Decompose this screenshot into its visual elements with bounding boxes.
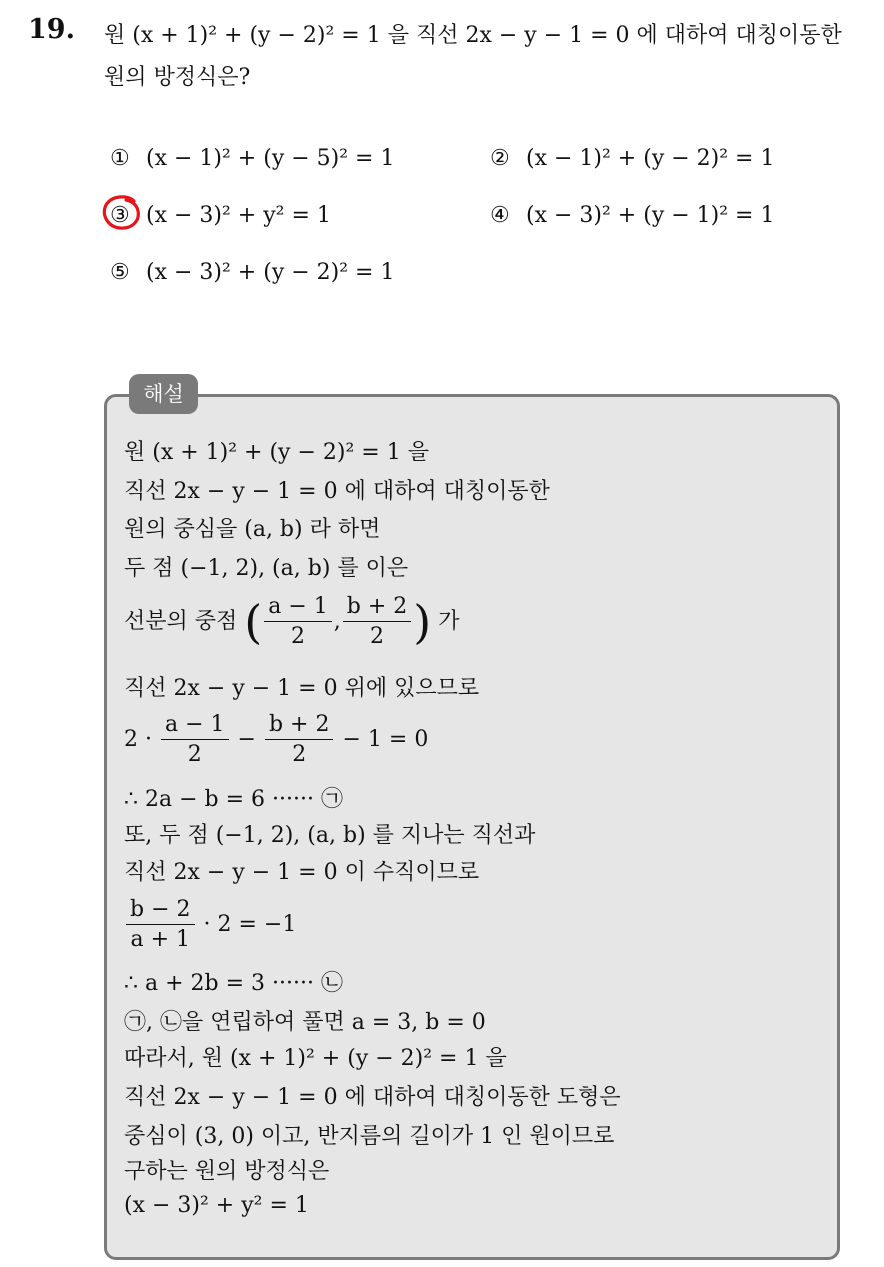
question-number: 19. bbox=[28, 14, 75, 45]
option-number: ④ bbox=[490, 203, 510, 228]
fraction-numerator: a − 1 bbox=[161, 712, 229, 740]
option-expression: (x − 3)² + (y − 1)² = 1 bbox=[526, 203, 775, 228]
solution-text: 가 bbox=[438, 608, 460, 634]
solution-line: 직선 2x − y − 1 = 0 이 수직이므로 bbox=[124, 860, 480, 885]
solution-slope-line bbox=[124, 897, 296, 953]
fraction-denominator: 2 bbox=[290, 624, 305, 650]
solution-line: 직선 2x − y − 1 = 0 위에 있으므로 bbox=[124, 676, 480, 701]
solution-text: − bbox=[237, 726, 256, 752]
solution-midpoint-line bbox=[124, 594, 459, 650]
solution-line: ∴ a + 2b = 3 ······ ㉡ bbox=[124, 971, 343, 996]
solution-line: 두 점 (−1, 2), (a, b) 를 이은 bbox=[124, 556, 409, 581]
option-number: ⑤ bbox=[110, 260, 130, 285]
option-expression: (x − 3)² + (y − 2)² = 1 bbox=[146, 260, 395, 285]
fraction bbox=[264, 594, 332, 650]
solution-line: 직선 2x − y − 1 = 0 에 대하여 대칭이동한 bbox=[124, 479, 550, 504]
solution-equation-line bbox=[124, 712, 428, 768]
fraction-denominator: 2 bbox=[187, 742, 202, 768]
option-2[interactable] bbox=[490, 146, 774, 171]
solution-line: 직선 2x − y − 1 = 0 에 대하여 대칭이동한 도형은 bbox=[124, 1085, 621, 1110]
solution-line: 중심이 (3, 0) 이고, 반지름의 길이가 1 인 원이므로 bbox=[124, 1124, 615, 1149]
solution-line: 원 (x + 1)² + (y − 2)² = 1 을 bbox=[124, 440, 429, 465]
solution-text: 2 · bbox=[124, 726, 152, 752]
option-4[interactable] bbox=[490, 203, 774, 228]
solution-line: ∴ 2a − b = 6 ······ ㉠ bbox=[124, 787, 343, 812]
solution-line: ㉠, ㉡을 연립하여 풀면 a = 3, b = 0 bbox=[124, 1010, 486, 1035]
solution-line: 또, 두 점 (−1, 2), (a, b) 를 지나는 직선과 bbox=[124, 823, 536, 848]
fraction bbox=[343, 594, 412, 650]
solution-line: 구하는 원의 방정식은 bbox=[124, 1159, 330, 1184]
solution-line: 따라서, 원 (x + 1)² + (y − 2)² = 1 을 bbox=[124, 1046, 507, 1071]
solution-line: 원의 중심을 (a, b) 라 하면 bbox=[124, 517, 381, 542]
solution-tag: 해설 bbox=[129, 374, 198, 414]
option-expression: (x − 1)² + (y − 2)² = 1 bbox=[526, 146, 775, 171]
comma: , bbox=[333, 608, 341, 634]
option-1[interactable] bbox=[110, 146, 394, 171]
solution-text: − 1 = 0 bbox=[342, 726, 429, 752]
option-number: ② bbox=[490, 146, 510, 171]
question-text-line2: 원의 방정식은? bbox=[104, 65, 251, 90]
question-text-line1: 원 (x + 1)² + (y − 2)² = 1 을 직선 2x − y − 1 = 0 에 대하여 대칭이동한 bbox=[104, 23, 842, 48]
fraction bbox=[126, 897, 195, 953]
fraction bbox=[161, 712, 229, 768]
fraction-denominator: a + 1 bbox=[130, 927, 191, 953]
paren-right: ) bbox=[413, 594, 432, 649]
fraction-numerator: b + 2 bbox=[265, 712, 334, 740]
fraction bbox=[265, 712, 334, 768]
fraction-numerator: b − 2 bbox=[126, 897, 195, 925]
solution-text: 선분의 중점 bbox=[124, 608, 238, 634]
option-5[interactable] bbox=[110, 260, 394, 285]
solution-text: · 2 = −1 bbox=[203, 911, 297, 937]
fraction-numerator: b + 2 bbox=[343, 594, 412, 622]
paren-left: ( bbox=[244, 594, 263, 649]
option-number: ① bbox=[110, 146, 130, 171]
option-expression: (x − 3)² + y² = 1 bbox=[146, 203, 331, 228]
fraction-numerator: a − 1 bbox=[264, 594, 332, 622]
fraction-denominator: 2 bbox=[370, 624, 385, 650]
option-3[interactable] bbox=[110, 203, 331, 228]
option-expression: (x − 1)² + (y − 5)² = 1 bbox=[146, 146, 395, 171]
option-number: ③ bbox=[110, 203, 130, 228]
solution-line: (x − 3)² + y² = 1 bbox=[124, 1193, 309, 1218]
fraction-denominator: 2 bbox=[292, 742, 307, 768]
